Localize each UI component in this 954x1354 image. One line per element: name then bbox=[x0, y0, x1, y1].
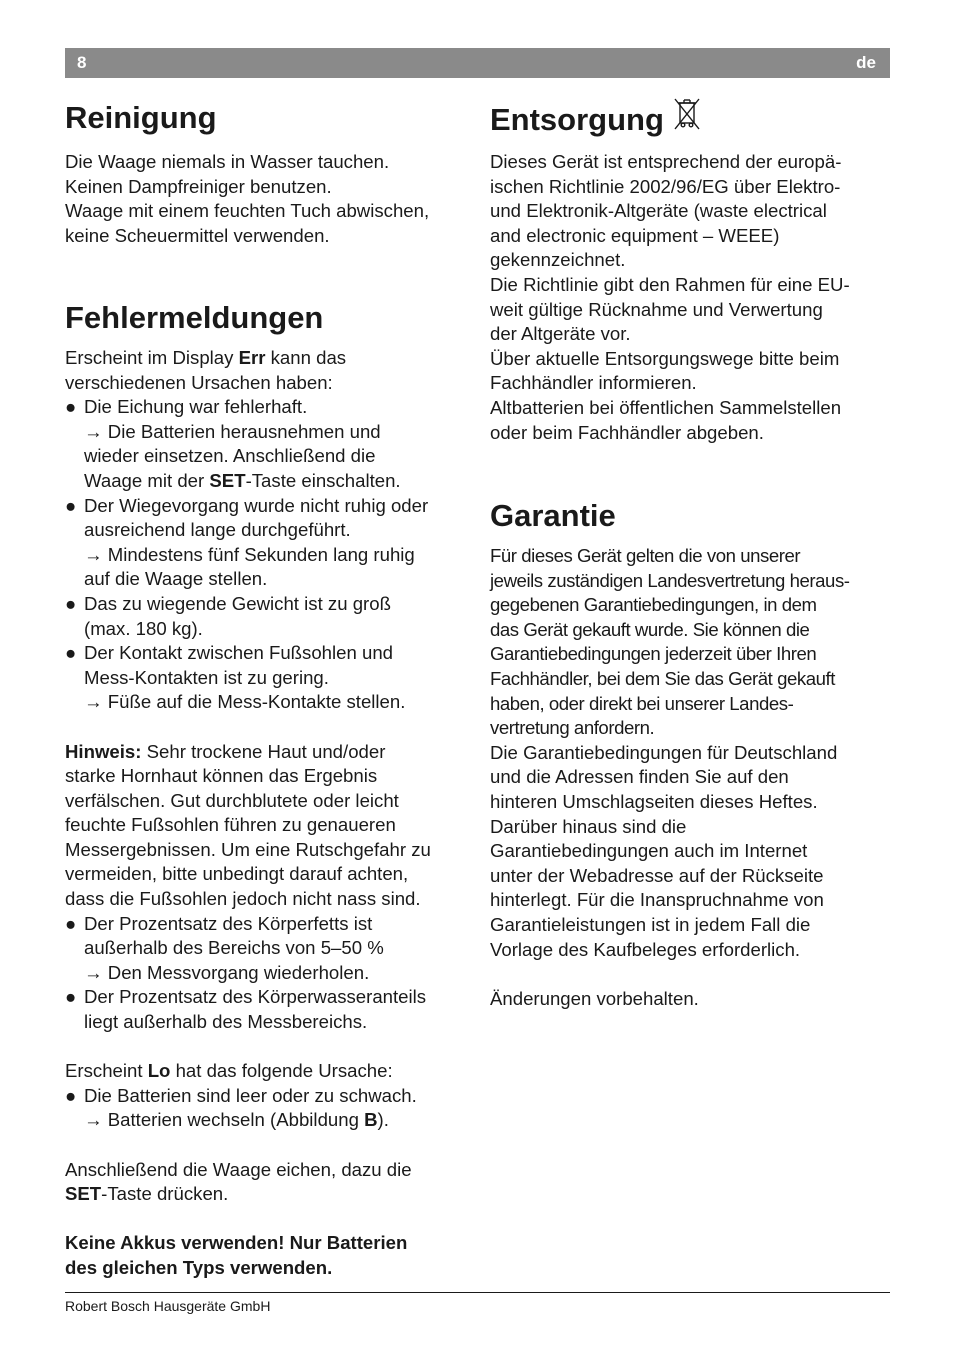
fehlermeldungen-text: Erscheint im Display Err kann das verschiedenen Ursachen haben: ● Die Eichung war fehlerhaft. → Die Batterien herausnehmen und wieder einsetzen. Anschließend die Waage mit der SET-Taste einschalten. ● Der Wiegevorgang wurde nicht ruhig oder ausreichend lange durchgeführt. → Mindestens fünf Sekunden lang ruhig auf die Waage stellen. ● Das zu wiegende Gewicht ist zu groß (max. 180 kg). ● Der Kontakt zwischen Fußsohlen und Mess-Kontakten ist zu gering. → Füße auf die Mess-Kontakte stellen. Hinweis: Sehr trockene Haut und/oder starke Hornhaut können das Ergebnis verfälschen. Gut durchblutete oder leicht feuchte Fußsohlen führen zu genaueren Messergebnissen. Um eine Rutschgefahr zu vermeiden, bitte unbedingt darauf achten, dass die Fußsohlen jedoch nicht nass sind. ● Der Prozentsatz des Körperfetts ist außerhalb des Bereichs von 5–50 % → Den Messvorgang wiederholen. ● Der Prozentsatz des Körperwasseranteils liegt außerhalb des Messbereichs. Erscheint Lo hat das folgende Ursache: ● Die Batterien sind leer oder zu schwach. → Batterien wechseln (Abbildung B). Anschließend die Waage eichen, dazu die SET-Taste drücken. Keine Akkus verwenden! Nur Batterien des gleichen Typs verwenden. bbox=[65, 346, 431, 1281]
garantie-text: Die Garantiebedingungen für Deutschland und die Adressen finden Sie auf den hinteren Umschlagseiten dieses Heftes. Darüber hinaus sind die Garantiebedingungen auch im Internet unter der Webadresse auf der Rückseite hinterlegt. Für die Inanspruchnahme von Garantieleistungen ist in jedem Fall die Vorlage des Kaufbeleges erforderlich. Änderungen vorbehalten. bbox=[490, 741, 837, 1012]
battery-warning: Keine Akkus verwenden! Nur Batterien bbox=[65, 1232, 408, 1254]
reinigung-line: Keinen Dampfreiniger benutzen. bbox=[65, 175, 332, 197]
hinweis-line: Hinweis: Sehr trockene Haut und/oder bbox=[65, 740, 386, 762]
garantie-title: Garantie bbox=[490, 498, 616, 533]
crossed-out-wheelie-bin-icon bbox=[672, 97, 702, 141]
reinigung-line: keine Scheuermittel verwenden. bbox=[65, 224, 330, 246]
list-item: ● Die Eichung war fehlerhaft. bbox=[65, 396, 308, 418]
lo-line: Erscheint Lo hat das folgende Ursache: bbox=[65, 1060, 393, 1082]
list-item: ● Das zu wiegende Gewicht ist zu groß bbox=[65, 592, 391, 614]
entsorgung-text: Dieses Gerät ist entsprechend der europä- ischen Richtlinie 2002/96/EG über Elektro- und Elektronik-Altgeräte (waste electrical and electronic equipment – WEEE) gekennzeichnet. Die Richtlinie gibt den Rahmen für eine EU- weit gültige Rücknahme und Verwertung der Altgeräte vor. Über aktuelle Entsorgungswege bitte beim Fachhändler informieren. Altbatterien bei öffentlichen Sammelstellen oder beim Fachhändler abgeben. bbox=[490, 151, 850, 443]
fehler-intro-line: Erscheint im Display Err kann das bbox=[65, 347, 347, 368]
changes-notice: Änderungen vorbehalten. bbox=[490, 987, 699, 1009]
page-number: 8 bbox=[77, 53, 87, 72]
reinigung-line: Die Waage niemals in Wasser tauchen. bbox=[65, 151, 390, 172]
battery-warning: des gleichen Typs verwenden. bbox=[65, 1256, 333, 1278]
page-header-bar bbox=[65, 48, 890, 78]
language-code: de bbox=[856, 53, 876, 72]
fehler-intro-line: verschiedenen Ursachen haben: bbox=[65, 371, 333, 393]
footer-divider bbox=[65, 1292, 890, 1293]
list-item: ● Der Wiegevorgang wurde nicht ruhig oder bbox=[65, 494, 429, 516]
reinigung-line: Waage mit einem feuchten Tuch abwischen, bbox=[65, 200, 430, 222]
reinigung-title: Reinigung bbox=[65, 100, 217, 135]
list-item: ● Der Prozentsatz des Körperwasseranteils bbox=[65, 986, 427, 1008]
garantie-text-condensed: Für dieses Gerät gelten die von unserer jeweils zuständigen Landesvertretung heraus- gegebenen Garantiebedingungen, in dem das Gerät gekauft wurde. Sie können die Garantiebedingungen jederzeit über Ihren Fachhändler, bei dem Sie das Gerät gekauft haben, oder direkt bei unserer Landes- vertretung anfordern. bbox=[490, 545, 850, 739]
footer-company: Robert Bosch Hausgeräte GmbH bbox=[65, 1298, 271, 1314]
list-item: ● Die Batterien sind leer oder zu schwach. bbox=[65, 1084, 417, 1106]
entsorgung-title: Entsorgung bbox=[490, 100, 702, 144]
list-item: ● Der Prozentsatz des Körperfetts ist bbox=[65, 912, 373, 934]
reinigung-text bbox=[65, 150, 429, 248]
fehlermeldungen-title: Fehlermeldungen bbox=[65, 300, 324, 335]
list-item: ● Der Kontakt zwischen Fußsohlen und bbox=[65, 642, 394, 664]
